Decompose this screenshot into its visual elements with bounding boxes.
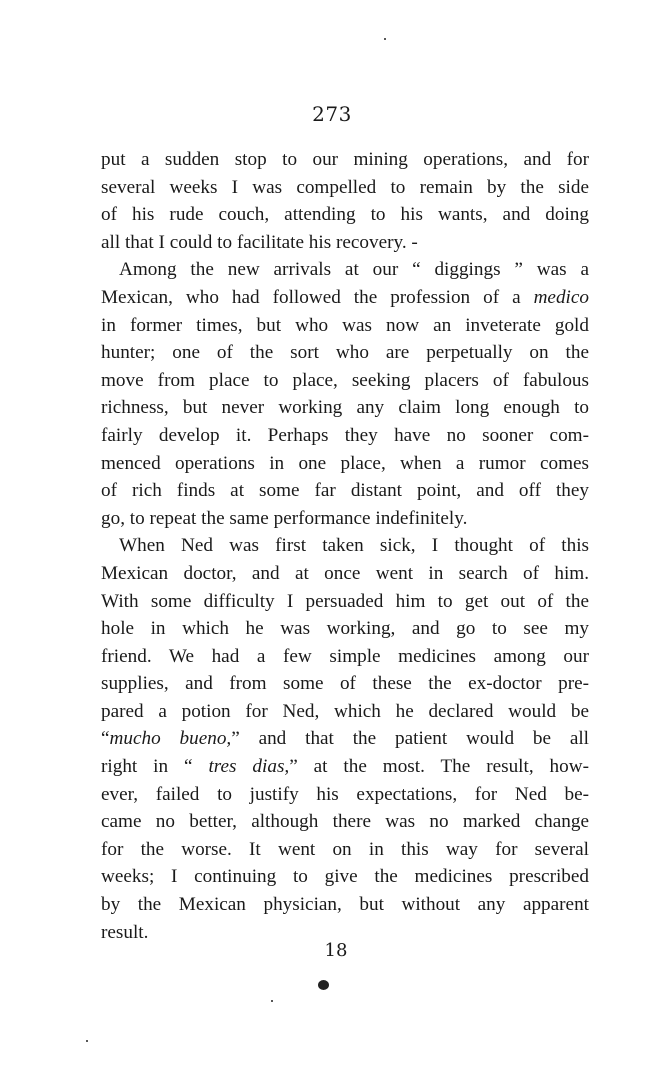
text-line: pared a potion for Ned, which he declared would be [101,700,589,722]
text-line: fairly develop it. Perhaps they have no sooner com- [101,424,589,446]
text-line [101,753,589,781]
text-line: all that I could to facilitate his recovery. - [101,231,418,253]
ink-speck [271,1000,273,1002]
text-line: by the Mexican physician, but without any apparent [101,894,589,916]
text-line [101,725,589,753]
text-line: With some difficulty I persuaded him to get out of the [101,590,589,612]
italic-word: mucho bueno, [109,728,232,750]
signature-mark: 18 [324,940,348,961]
page-number: 273 [312,102,352,126]
text-line: go, to repeat the same performance indefinitely. [101,507,468,529]
text-segment: ” and that the patient would be all [231,728,590,750]
ink-blot [318,980,329,990]
text-segment: “ [101,728,110,750]
text-line: richness, but never working any claim long enough to [101,397,589,419]
italic-word: medico [533,286,589,308]
text-segment: ” at the most. The result, how- [289,756,589,778]
text-line: came no better, although there was no marked change [101,811,589,833]
text-line: hole in which he was working, and go to see my [101,618,589,640]
ink-speck [384,38,386,40]
text-line: put a sudden stop to our mining operations, and for [101,149,589,170]
text-line [101,284,589,312]
text-line: hunter; one of the sort who are perpetually on the [101,342,589,364]
italic-word: tres dias, [208,756,290,778]
text-line: result. [101,921,149,943]
text-line: Mexican doctor, and at once went in search of him. [101,562,589,584]
ink-speck [86,1040,88,1042]
text-segment: right in “ [101,756,209,778]
text-line: Among the new arrivals at our “ diggings ” was a [119,259,589,281]
text-segment: Mexican, who had followed the profession of a [101,286,534,308]
text-line: supplies, and from some of these the ex-doctor pre- [101,673,589,695]
text-line: of rich finds at some far distant point, and off they [101,480,589,502]
text-line: ever, failed to justify his expectations, for Ned be- [101,783,589,805]
text-line: of his rude couch, attending to his wants, and doing [101,204,589,226]
text-line: menced operations in one place, when a rumor comes [101,452,589,474]
body-text [101,146,589,946]
text-line: When Ned was first taken sick, I thought of this [119,535,589,557]
text-line: in former times, but who was now an inveterate gold [101,314,589,336]
text-line: move from place to place, seeking placers of fabulous [101,369,589,391]
text-line: several weeks I was compelled to remain by the side [101,176,589,198]
text-line: friend. We had a few simple medicines among our [101,645,589,667]
text-line: weeks; I continuing to give the medicines prescribed [101,866,589,888]
text-line: for the worse. It went on in this way for several [101,838,589,860]
